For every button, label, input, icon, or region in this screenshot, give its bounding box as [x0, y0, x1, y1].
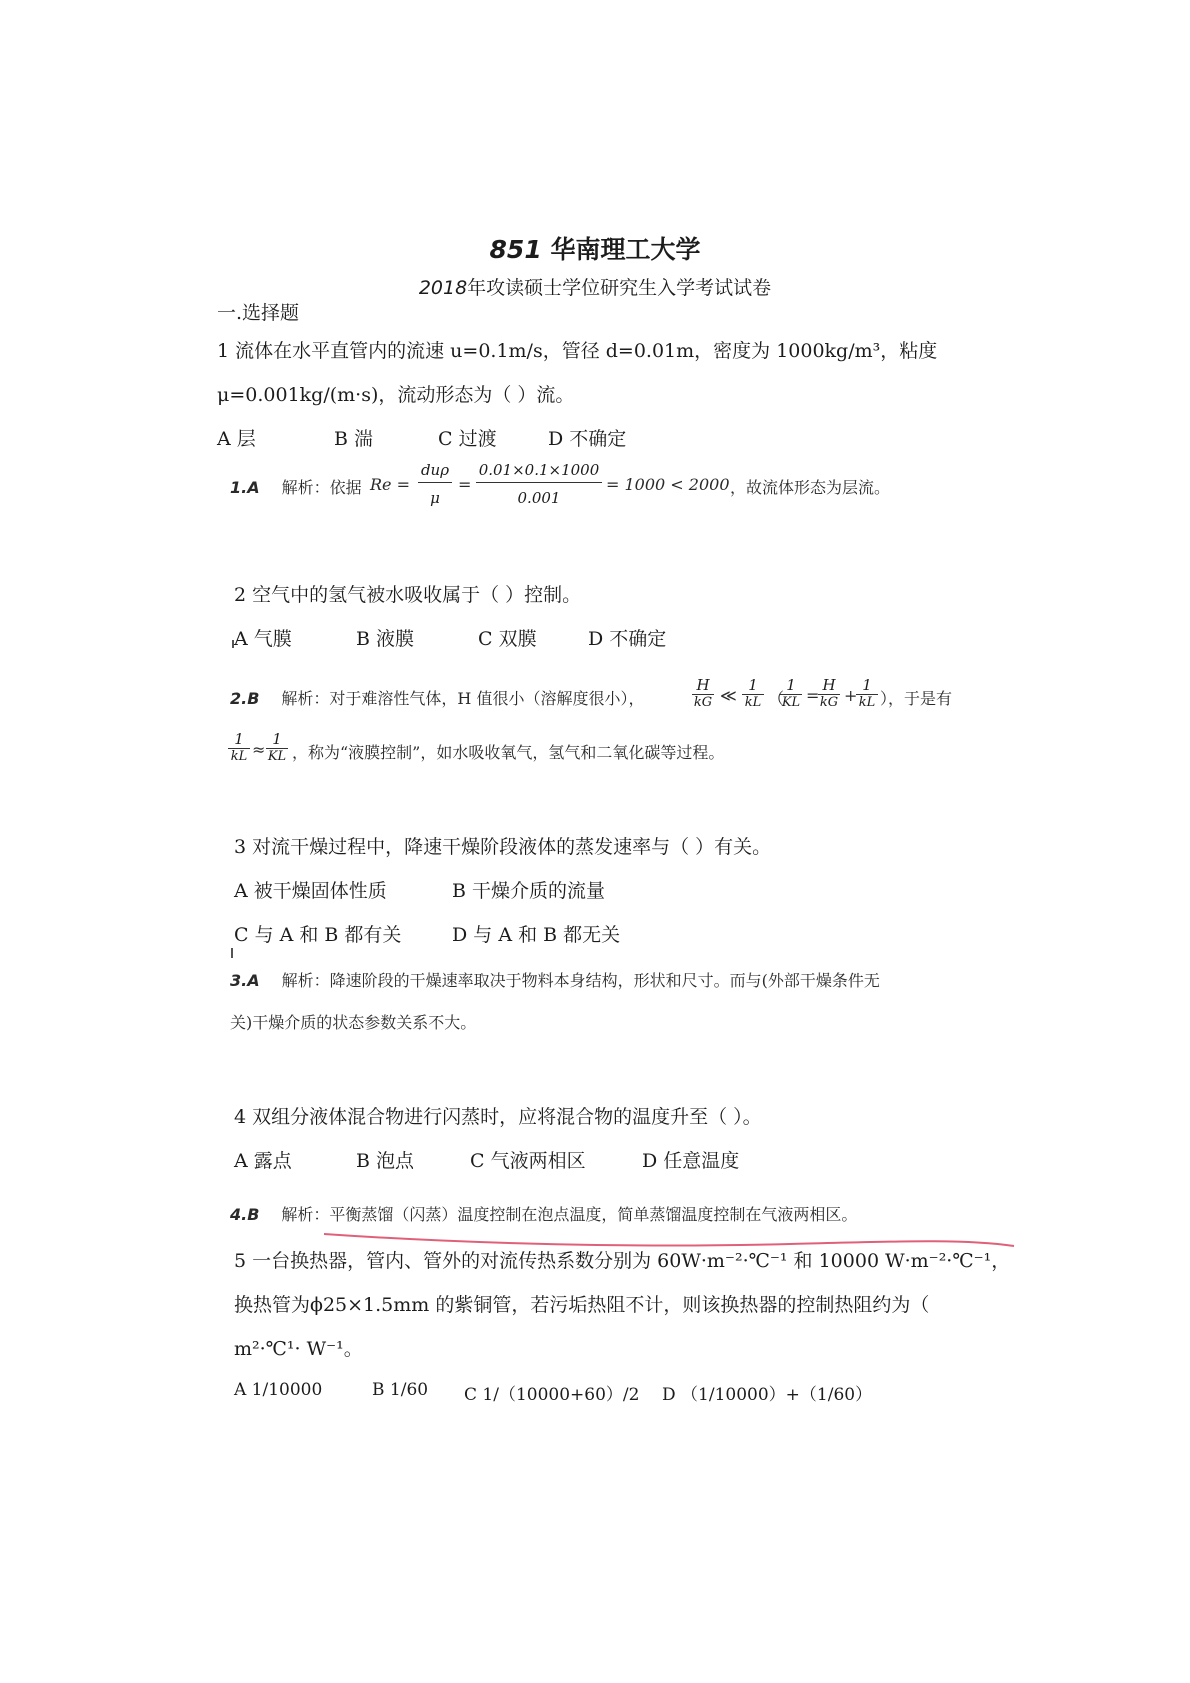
page-subtitle [0, 273, 1190, 300]
q2-answer-tag: 2.B [230, 689, 260, 708]
q2-option-b: B 液膜 [356, 628, 415, 650]
q1-re-numerator: duρ [420, 461, 450, 479]
q3-option-c: C 与 A 和 B 都有关 [234, 924, 402, 946]
q1-calc-numerator: 0.01×0.1×1000 [478, 461, 600, 479]
q3-answer-line2: 关)干燥介质的状态参数关系不大。 [230, 1013, 477, 1032]
q1-calc-fraction-bar [476, 482, 602, 483]
q5-option-b: B 1/60 [372, 1380, 429, 1400]
q2-approx: ≈ [252, 740, 266, 759]
q2-open-paren: （ [768, 689, 785, 708]
q1-re-fraction [418, 461, 452, 507]
q2-option-d: D 不确定 [588, 628, 667, 650]
q2-answer-text2: ），于是有 [880, 689, 953, 708]
q3-answer-tag: 3.A [230, 971, 260, 990]
q1-eq: = [458, 475, 472, 494]
q1-re-denominator: μ [430, 489, 440, 507]
q2-eq-sign: = [806, 686, 820, 705]
title-text: 华南理工大学 [550, 235, 701, 264]
q4-option-b: B 泡点 [356, 1150, 415, 1172]
q4-answer-tag: 4.B [230, 1205, 260, 1224]
title-number: 851 [489, 235, 542, 264]
q1-option-d: D 不确定 [548, 428, 627, 450]
q5-line3: m²·℃¹· W⁻¹。 [234, 1338, 363, 1360]
q1-line2: μ=0.001kg/(m·s)，流动形态为（ ）流。 [217, 384, 575, 406]
q2-answer [230, 686, 644, 709]
q3-answer-line1: 解析：降速阶段的干燥速率取决于物料本身结构，形状和尺寸。而与(外部干燥条件无 [281, 971, 880, 990]
q1-re-label: Re = [370, 475, 411, 494]
q2-frac-1-kl-2: 1 kL [856, 676, 878, 710]
q2-frac-h-kg: H kG [693, 676, 713, 710]
q1-option-a: A 层 [217, 428, 256, 450]
q4-option-a: A 露点 [234, 1150, 292, 1172]
q1-answer-prefix: 解析：依据 [281, 478, 362, 497]
q1-re-fraction-bar [418, 482, 452, 483]
page-title [0, 230, 1190, 266]
q2-much-less: ≪ [720, 686, 737, 705]
q1-answer-suffix: ，故流体形态为层流。 [730, 478, 891, 497]
q4-option-d: D 任意温度 [642, 1150, 740, 1172]
q2-option-c: C 双膜 [478, 628, 537, 650]
q1-option-b: B 湍 [334, 428, 374, 450]
q5-line1: 5 一台换热器，管内、管外的对流传热系数分别为 60W·m⁻²·℃⁻¹ 和 10000 W·m⁻²·℃⁻¹， [234, 1250, 1011, 1272]
q2-frac-h-kg-2: H kG [819, 676, 839, 710]
subtitle-text: 年攻读硕士学位研究生入学考试试卷 [467, 277, 772, 299]
q1-answer-tag: 1.A [230, 478, 260, 497]
q1-calc-denominator: 0.001 [517, 489, 561, 507]
section-heading: 一.选择题 [217, 302, 300, 324]
q4-line1: 4 双组分液体混合物进行闪蒸时，应将混合物的温度升至（ ）。 [234, 1106, 762, 1128]
q4-option-c: C 气液两相区 [470, 1150, 586, 1172]
q2-frac-1-kl-3: 1 kL [228, 730, 250, 764]
q3-option-b: B 干燥介质的流量 [452, 880, 606, 902]
q3-line1: 3 对流干燥过程中，降速干燥阶段液体的蒸发速率与（ ）有关。 [234, 836, 772, 858]
q3-option-a: A 被干燥固体性质 [234, 880, 387, 902]
q1-calc-fraction [476, 461, 602, 507]
q1-option-c: C 过渡 [438, 428, 497, 450]
q5-option-c: C 1/（10000+60）/2 [464, 1385, 640, 1405]
q1-result: = 1000 < 2000 [606, 475, 730, 494]
q2-answer-line2: ，称为“液膜控制”，如水吸收氧气，氢气和二氧化碳等过程。 [292, 743, 725, 762]
q1-answer [230, 475, 362, 498]
q2-plus-sign: + [844, 686, 858, 705]
q2-answer-text: 解析：对于难溶性气体，H 值很小（溶解度很小）， [281, 689, 645, 708]
q5-option-d: D （1/10000）+（1/60） [662, 1385, 873, 1405]
q2-frac-1-KL-2: 1 KL [267, 730, 287, 764]
q3-option-d: D 与 A 和 B 都无关 [452, 924, 621, 946]
q2-option-a: A 气膜 [234, 628, 292, 650]
q5-line2: 换热管为ϕ25×1.5mm 的紫铜管，若污垢热阻不计，则该换热器的控制热阻约为（ [234, 1294, 930, 1316]
scan-mark-2 [231, 948, 233, 958]
q2-line1: 2 空气中的氢气被水吸收属于（ ）控制。 [234, 584, 582, 606]
q3-answer [230, 968, 880, 991]
q1-line1: 1 流体在水平直管内的流速 u=0.1m/s，管径 d=0.01m，密度为 1000kg/m³，粘度 [217, 340, 938, 362]
q4-answer-text: 解析：平衡蒸馏（闪蒸）温度控制在泡点温度，简单蒸馏温度控制在气液两相区。 [281, 1205, 858, 1224]
q2-frac-1-KL: 1 KL [781, 676, 801, 710]
q5-option-a: A 1/10000 [234, 1380, 323, 1400]
subtitle-year: 2018 [418, 277, 468, 299]
q2-frac-1-kl: 1 kL [742, 676, 764, 710]
